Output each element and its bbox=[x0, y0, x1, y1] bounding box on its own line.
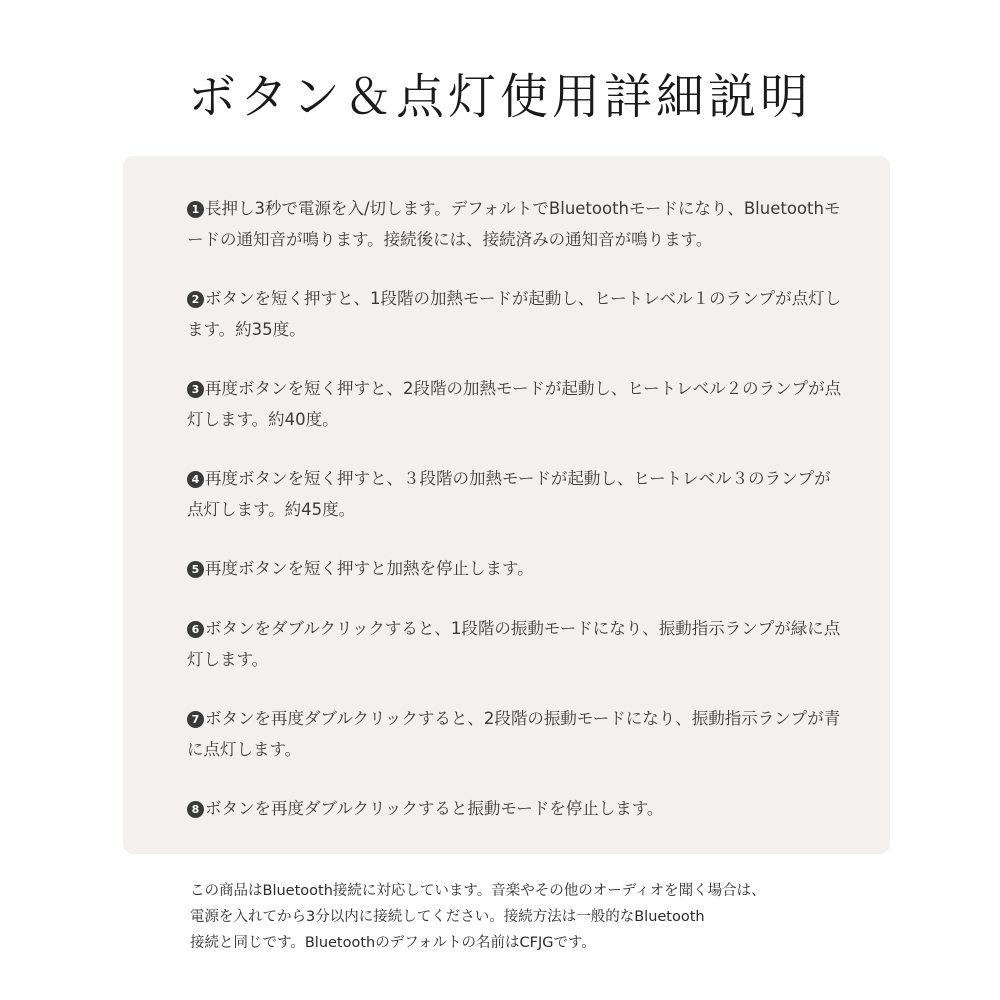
step-item bbox=[187, 793, 847, 824]
step-number-badge: 1 bbox=[187, 201, 204, 218]
step-number-badge: 2 bbox=[187, 291, 204, 308]
note-line: 電源を入れてから3分以内に接続してください。接続方法は一般的なBluetooth bbox=[190, 909, 705, 925]
step-text: ボタンをダブルクリックすると、1段階の振動モードになり、振動指示ランプが緑に点灯します。 bbox=[187, 619, 841, 669]
step-number-badge: 4 bbox=[187, 471, 204, 488]
step-item bbox=[187, 283, 847, 345]
step-text: 再度ボタンを短く押すと加熱を停止します。 bbox=[205, 559, 534, 578]
step-text: 再度ボタンを短く押すと、３段階の加熱モードが起動し、ヒートレベル３のランプが点灯します。約45度。 bbox=[187, 469, 831, 519]
step-item bbox=[187, 703, 847, 765]
step-number-badge: 6 bbox=[187, 621, 204, 638]
step-number-badge: 8 bbox=[187, 801, 204, 818]
step-text: 長押し3秒で電源を入/切します。デフォルトでBluetoothモードになり、Bluetoothモードの通知音が鳴ります。接続後には、接続済みの通知音が鳴ります。 bbox=[187, 199, 841, 249]
step-item bbox=[187, 463, 847, 525]
step-text: 再度ボタンを短く押すと、2段階の加熱モードが起動し、ヒートレベル２のランプが点灯します。約40度。 bbox=[187, 379, 842, 429]
step-item bbox=[187, 553, 847, 584]
step-number-badge: 7 bbox=[187, 711, 204, 728]
step-number-badge: 5 bbox=[187, 561, 204, 578]
note-line: 接続と同じです。Bluetoothのデフォルトの名前はCFJGです。 bbox=[190, 935, 596, 951]
step-item bbox=[187, 373, 847, 435]
step-number-badge: 3 bbox=[187, 381, 204, 398]
page-title: ボタン＆点灯使用詳細説明 bbox=[187, 69, 812, 125]
step-item bbox=[187, 613, 847, 675]
step-text: ボタンを再度ダブルクリックすると、2段階の振動モードになり、振動指示ランプが青に点灯します。 bbox=[187, 709, 841, 759]
bluetooth-note bbox=[190, 878, 830, 956]
step-text: ボタンを短く押すと、1段階の加熱モードが起動し、ヒートレベル１のランプが点灯します。約35度。 bbox=[187, 289, 842, 339]
step-text: ボタンを再度ダブルクリックすると振動モードを停止します。 bbox=[205, 799, 664, 818]
note-line: この商品はBluetooth接続に対応しています。音楽やその他のオーディオを聞く場合は、 bbox=[190, 883, 766, 899]
step-item bbox=[187, 193, 847, 255]
